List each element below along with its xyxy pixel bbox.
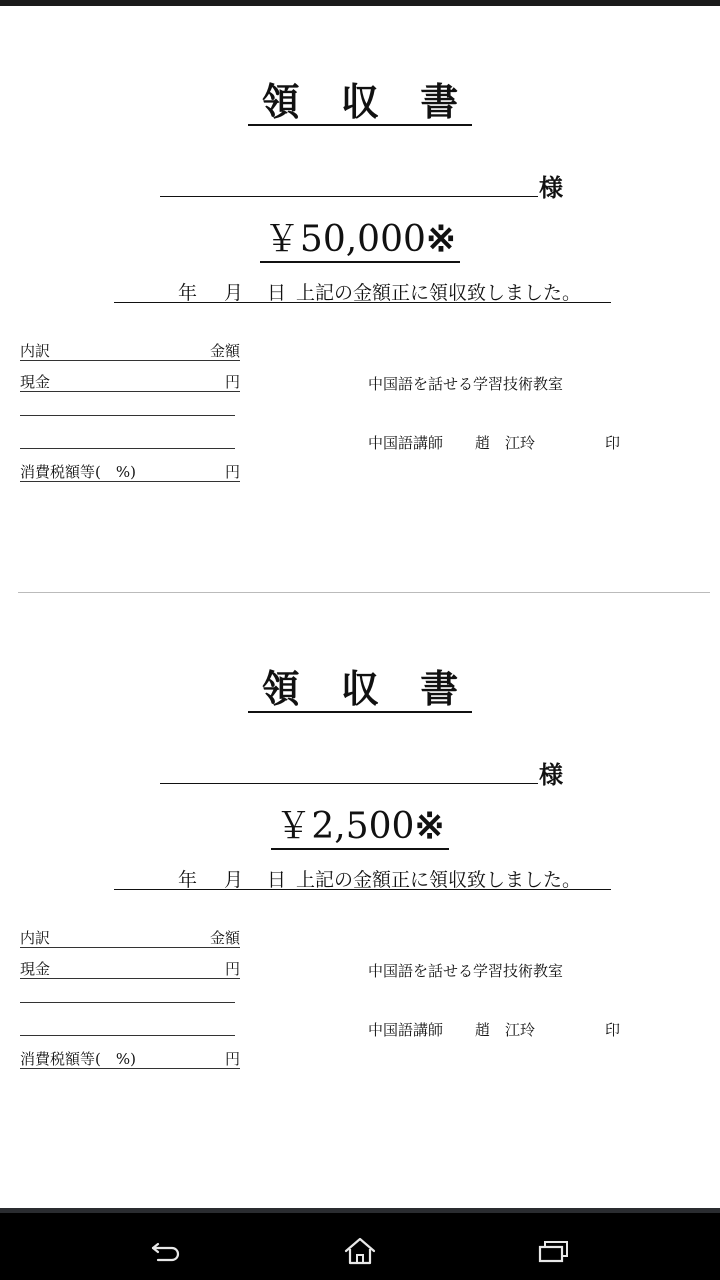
teacher-title: 中国語講師 [368, 1021, 444, 1039]
amount-display [0, 218, 720, 263]
honorific-label: 様 [539, 173, 563, 202]
date-year-label: 年 [178, 869, 198, 891]
date-year-label: 年 [178, 282, 198, 304]
date-month-label: 月 [224, 282, 244, 304]
receipt-2 [0, 587, 720, 1087]
amount-value: ￥2,500 [275, 806, 415, 847]
date-statement-line [114, 278, 611, 303]
seal-label: 印 [605, 1021, 621, 1039]
recipient-name-line [160, 783, 538, 784]
statement-text: 上記の金額正に領収致しました。 [296, 869, 582, 891]
cash-yen: 円 [224, 960, 240, 978]
date-day-label: 日 [267, 282, 287, 304]
back-icon[interactable] [146, 1235, 186, 1267]
date-month-label: 月 [224, 869, 244, 891]
teacher-title: 中国語講師 [368, 434, 444, 452]
cash-yen: 円 [224, 373, 240, 391]
tax-label: 消費税額等( %) [20, 1050, 136, 1068]
amount-mark: ※ [414, 805, 445, 847]
tax-yen: 円 [224, 1050, 240, 1068]
navigation-bar [0, 1208, 720, 1280]
receipt-title: 領 収 書 [0, 80, 720, 126]
date-day-label: 日 [267, 869, 287, 891]
statement-text: 上記の金額正に領収致しました。 [296, 282, 582, 304]
honorific-label: 様 [539, 760, 563, 789]
blank-row [20, 415, 235, 416]
breakdown-label: 内訳 [20, 342, 51, 360]
tax-row [20, 463, 240, 482]
blank-row [20, 448, 235, 449]
seal-label: 印 [605, 434, 621, 452]
receipt-title: 領 収 書 [0, 667, 720, 713]
cash-label: 現金 [20, 960, 51, 978]
tax-row [20, 1050, 240, 1069]
home-icon[interactable] [340, 1235, 380, 1267]
tax-yen: 円 [224, 463, 240, 481]
cash-row [20, 960, 240, 979]
breakdown-header-row [20, 929, 240, 948]
teacher-name: 趙 江玲 [475, 1021, 536, 1039]
amount-display [0, 805, 720, 850]
amount-label: 金額 [209, 342, 240, 360]
amount-value: ￥50,000 [263, 219, 426, 260]
teacher-name: 趙 江玲 [475, 434, 536, 452]
date-statement-line [114, 865, 611, 890]
cash-row [20, 373, 240, 392]
cash-label: 現金 [20, 373, 51, 391]
blank-row [20, 1035, 235, 1036]
amount-mark: ※ [425, 218, 457, 260]
tax-label: 消費税額等( %) [20, 463, 136, 481]
recipient-name-line [160, 196, 538, 197]
blank-row [20, 1002, 235, 1003]
breakdown-header-row [20, 342, 240, 361]
school-name: 中国語を話せる学習技術教室 [368, 962, 564, 980]
amount-label: 金額 [209, 929, 240, 947]
school-name: 中国語を話せる学習技術教室 [368, 375, 564, 393]
receipt-1 [0, 0, 720, 500]
recent-apps-icon[interactable] [533, 1235, 573, 1267]
breakdown-label: 内訳 [20, 929, 51, 947]
